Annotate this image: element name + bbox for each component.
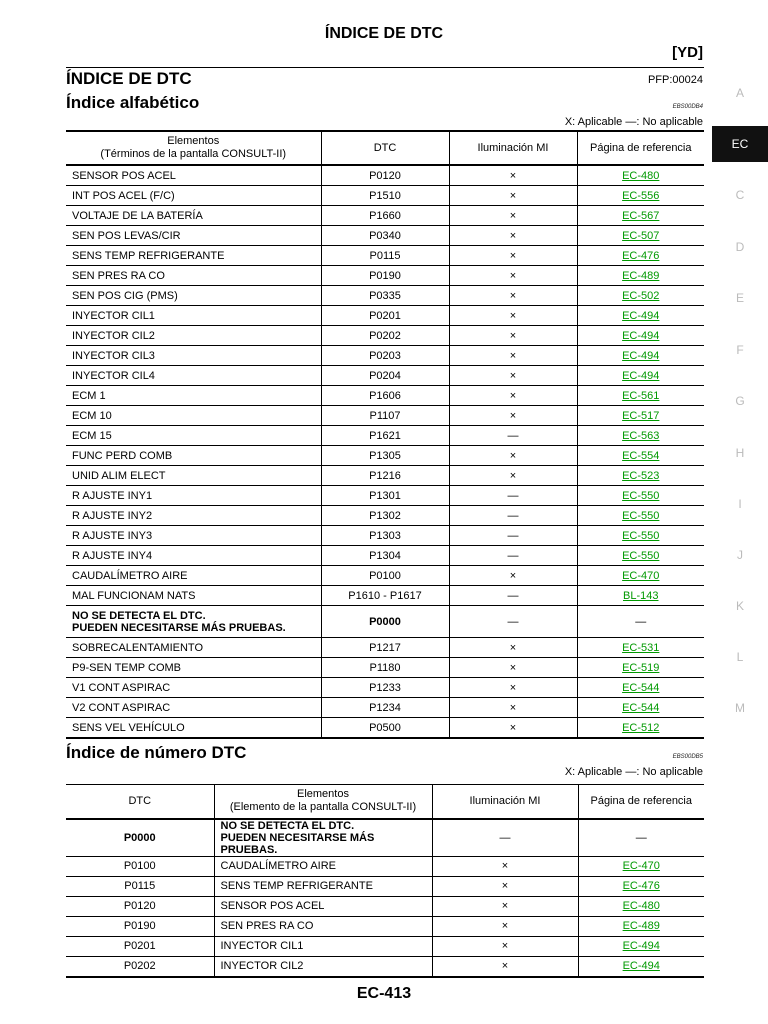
reference-link[interactable]: EC-494 (622, 940, 660, 952)
reference-cell (577, 226, 704, 246)
element-name: CAUDALÍMETRO AIRE (72, 569, 188, 582)
table-row (66, 698, 704, 718)
reference-link[interactable]: EC-517 (622, 409, 660, 422)
dtc-cell: P1302 (321, 506, 449, 526)
tab-k[interactable]: K (735, 599, 744, 613)
reference-cell (577, 306, 704, 326)
reference-link[interactable]: EC-550 (622, 529, 660, 542)
reference-cell (577, 606, 704, 638)
column-header-element (214, 785, 432, 819)
element-cell (214, 819, 432, 857)
element-cell (66, 606, 321, 638)
element-name: NO SE DETECTA EL DTC. (72, 609, 206, 622)
table-row (66, 586, 704, 606)
reference-link[interactable]: EC-489 (622, 920, 660, 932)
reference-cell (577, 446, 704, 466)
element-name: UNID ALIM ELECT (72, 469, 166, 482)
element-cell (66, 658, 321, 678)
dtc-cell: P0201 (66, 936, 214, 956)
element-name: R AJUSTE INY4 (72, 549, 153, 562)
element-name: V1 CONT ASPIRAC (72, 681, 171, 694)
reference-link[interactable]: EC-567 (622, 209, 660, 222)
table-row (66, 266, 704, 286)
element-name: VOLTAJE DE LA BATERÍA (72, 209, 203, 222)
reference-link[interactable]: EC-563 (622, 429, 660, 442)
dtc-cell: P1303 (321, 526, 449, 546)
column-header-mi: Iluminación MI (449, 131, 577, 165)
table-row (66, 186, 704, 206)
table-row (66, 916, 704, 936)
reference-link[interactable]: EC-502 (622, 289, 660, 302)
table-row (66, 406, 704, 426)
mi-cell: × (449, 226, 577, 246)
element-name: MAL FUNCIONAM NATS (72, 589, 196, 602)
reference-link[interactable]: EC-512 (622, 721, 660, 734)
reference-cell (578, 936, 704, 956)
reference-link[interactable]: EC-523 (622, 469, 660, 482)
mi-cell: × (432, 936, 578, 956)
element-name: ECM 1 (72, 389, 106, 402)
element-cell (66, 386, 321, 406)
dtc-cell: P1301 (321, 486, 449, 506)
dtc-cell: P0000 (123, 831, 156, 844)
dtc-cell: P1234 (321, 698, 449, 718)
dtc-cell: P0000 (321, 606, 449, 638)
dtc-cell: P1305 (321, 446, 449, 466)
element-cell (66, 426, 321, 446)
reference-cell (577, 266, 704, 286)
mi-cell: × (449, 306, 577, 326)
column-header-element-sub: (Términos de la pantalla CONSULT-II) (100, 148, 287, 160)
element-name: V2 CONT ASPIRAC (72, 701, 171, 714)
table-row (66, 506, 704, 526)
table-row (66, 486, 704, 506)
mi-cell: × (449, 266, 577, 286)
mi-cell: × (449, 386, 577, 406)
dtc-cell: P1621 (321, 426, 449, 446)
element-cell (66, 678, 321, 698)
dtc-cell: P1216 (321, 466, 449, 486)
tab-l[interactable]: L (736, 650, 744, 664)
mi-cell: × (432, 896, 578, 916)
column-header-ref: Página de referencia (578, 785, 704, 819)
element-cell (214, 916, 432, 936)
reference-cell (577, 466, 704, 486)
element-name: INT POS ACEL (F/C) (72, 189, 175, 202)
mi-cell: — (449, 606, 577, 638)
tab-d[interactable]: D (735, 240, 745, 254)
mi-cell: × (449, 206, 577, 226)
reference-link[interactable]: BL-143 (623, 589, 659, 602)
reference-text: — (635, 615, 647, 628)
reference-link[interactable]: EC-550 (622, 549, 660, 562)
section-title: ÍNDICE DE DTC (66, 69, 192, 88)
dtc-cell: P0203 (321, 346, 449, 366)
element-cell (66, 638, 321, 658)
mi-cell: × (449, 406, 577, 426)
element-name: INYECTOR CIL2 (220, 960, 304, 972)
table-row (66, 876, 704, 896)
column-header-element-label: Elementos (167, 135, 220, 147)
table-row (66, 466, 704, 486)
element-cell (66, 326, 321, 346)
pfp-code: PFP:00024 (647, 74, 703, 86)
reference-cell (578, 819, 704, 857)
column-header-dtc: DTC (128, 794, 152, 807)
reference-cell (577, 718, 704, 739)
element-name: SOBRECALENTAMIENTO (72, 641, 204, 654)
reference-link[interactable]: EC-480 (622, 169, 660, 182)
element-name: R AJUSTE INY1 (72, 489, 153, 502)
tab-c[interactable]: C (735, 188, 745, 202)
number-dtc-table (66, 784, 704, 978)
reference-cell (577, 426, 704, 446)
tab-h[interactable]: H (735, 446, 745, 460)
dtc-cell: P0202 (66, 956, 214, 977)
column-header-dtc: DTC (321, 131, 449, 165)
table-row (66, 638, 704, 658)
element-cell (66, 366, 321, 386)
table-row (66, 606, 704, 638)
reference-link[interactable]: EC-489 (622, 269, 660, 282)
table-row (66, 446, 704, 466)
mi-cell: × (449, 658, 577, 678)
reference-cell (578, 916, 704, 936)
element-cell (66, 486, 321, 506)
reference-text: — (635, 831, 647, 844)
table-row (66, 819, 704, 857)
reference-cell (578, 896, 704, 916)
table-row (66, 326, 704, 346)
element-name: R AJUSTE INY3 (72, 529, 153, 542)
tab-ec[interactable]: EC (712, 126, 768, 162)
element-name: SEN PRES RA CO (220, 920, 314, 932)
table-row (66, 566, 704, 586)
reference-link[interactable]: EC-494 (622, 960, 660, 972)
mi-cell: × (449, 286, 577, 306)
legend-2: X: Aplicable —: No aplicable (564, 766, 703, 778)
reference-link[interactable]: EC-480 (622, 900, 660, 912)
mi-cell: × (449, 346, 577, 366)
element-cell (66, 466, 321, 486)
table-row (66, 658, 704, 678)
element-cell (66, 718, 321, 739)
table-row (66, 546, 704, 566)
dtc-cell: P1233 (321, 678, 449, 698)
reference-link[interactable]: EC-550 (622, 509, 660, 522)
element-name: SENSOR POS ACEL (220, 900, 325, 912)
table-row (66, 286, 704, 306)
mi-cell: × (432, 876, 578, 896)
column-header-element-sub: (Elemento de la pantalla CONSULT-II) (229, 801, 417, 814)
mi-cell: × (449, 718, 577, 739)
dtc-cell: P0500 (321, 718, 449, 739)
reference-cell (577, 286, 704, 306)
element-name: SENS TEMP REFRIGERANTE (72, 249, 225, 262)
table-row (66, 206, 704, 226)
table-row (66, 426, 704, 446)
mi-cell: × (449, 186, 577, 206)
dtc-cell: P1606 (321, 386, 449, 406)
element-name: INYECTOR CIL1 (72, 309, 155, 322)
element-cell (66, 186, 321, 206)
mi-cell: — (432, 819, 578, 857)
reference-cell (577, 546, 704, 566)
element-cell (214, 956, 432, 977)
reference-cell (577, 165, 704, 186)
tab-j[interactable]: J (737, 548, 743, 562)
table-row (66, 718, 704, 739)
alphabetical-index-title: Índice alfabético (66, 93, 200, 112)
reference-cell (577, 326, 704, 346)
reference-cell (577, 698, 704, 718)
element-cell (66, 346, 321, 366)
reference-link[interactable]: EC-494 (622, 369, 660, 382)
reference-cell (577, 346, 704, 366)
legend: X: Aplicable —: No aplicable (564, 116, 703, 128)
reference-link[interactable]: EC-470 (622, 860, 660, 872)
mi-cell: — (449, 506, 577, 526)
element-cell (214, 876, 432, 896)
tab-a[interactable]: A (735, 86, 744, 100)
element-cell (66, 206, 321, 226)
element-cell (66, 165, 321, 186)
element-cell (66, 546, 321, 566)
dtc-cell: P1304 (321, 546, 449, 566)
element-name: SEN POS CIG (PMS) (72, 289, 178, 302)
section-code-2: EBS00DB5 (672, 754, 703, 760)
table-row (66, 226, 704, 246)
element-cell (66, 226, 321, 246)
element-cell (66, 698, 321, 718)
reference-cell (577, 206, 704, 226)
mi-cell: — (449, 526, 577, 546)
mi-cell: — (449, 426, 577, 446)
element-name: SENS VEL VEHÍCULO (72, 721, 185, 734)
element-name-line2: PUEDEN NECESITARSE MÁS PRUEBAS. (72, 621, 286, 634)
reference-cell (577, 386, 704, 406)
column-header-ref: Página de referencia (577, 131, 704, 165)
mi-cell: × (432, 856, 578, 876)
mi-cell: × (449, 466, 577, 486)
table-row (66, 346, 704, 366)
column-header-element-label: Elementos (297, 788, 349, 801)
tab-f[interactable]: F (736, 343, 744, 357)
element-cell (66, 266, 321, 286)
table-row (66, 856, 704, 876)
dtc-cell: P0100 (66, 856, 214, 876)
table-row (66, 246, 704, 266)
element-name: SEN POS LEVAS/CIR (72, 229, 181, 242)
reference-cell (578, 856, 704, 876)
element-name: FUNC PERD COMB (72, 449, 173, 462)
element-cell (66, 506, 321, 526)
table-row (66, 936, 704, 956)
reference-cell (577, 246, 704, 266)
model-tag: [YD] (672, 44, 703, 61)
dtc-cell: P0204 (321, 366, 449, 386)
mi-cell: — (449, 586, 577, 606)
mi-cell: × (449, 698, 577, 718)
element-name: INYECTOR CIL4 (72, 369, 155, 382)
reference-link[interactable]: EC-476 (622, 880, 660, 892)
dtc-cell: P0120 (321, 165, 449, 186)
element-cell (66, 566, 321, 586)
mi-cell: — (449, 546, 577, 566)
dtc-cell: P0190 (321, 266, 449, 286)
table-row (66, 526, 704, 546)
reference-cell (577, 486, 704, 506)
dtc-cell: P0202 (321, 326, 449, 346)
element-name: P9-SEN TEMP COMB (72, 661, 182, 674)
mi-cell: × (449, 638, 577, 658)
section-code: EBS00DB4 (672, 104, 703, 110)
element-name: SENS TEMP REFRIGERANTE (220, 880, 373, 892)
table-row (66, 386, 704, 406)
reference-link[interactable]: EC-531 (622, 641, 660, 654)
reference-link[interactable]: EC-476 (622, 249, 660, 262)
column-header-mi: Iluminación MI (432, 785, 578, 819)
mi-cell: × (432, 916, 578, 936)
reference-link[interactable]: EC-544 (622, 681, 660, 694)
reference-link[interactable]: EC-544 (622, 701, 660, 714)
table-row (66, 165, 704, 186)
element-cell (66, 586, 321, 606)
mi-cell: × (449, 326, 577, 346)
element-cell (214, 896, 432, 916)
element-name: NO SE DETECTA EL DTC. (220, 819, 355, 832)
element-cell (66, 446, 321, 466)
mi-cell: × (449, 678, 577, 698)
element-name: INYECTOR CIL2 (72, 329, 155, 342)
reference-cell (578, 876, 704, 896)
mi-cell: × (449, 366, 577, 386)
table-row (66, 956, 704, 977)
element-cell (66, 306, 321, 326)
dtc-cell: P0120 (66, 896, 214, 916)
dtc-cell: P0115 (321, 246, 449, 266)
reference-cell (578, 956, 704, 977)
reference-link[interactable]: EC-494 (622, 309, 660, 322)
dtc-cell: P1217 (321, 638, 449, 658)
column-header-element (66, 131, 321, 165)
reference-cell (577, 678, 704, 698)
dtc-cell: P1180 (321, 658, 449, 678)
element-cell (66, 526, 321, 546)
reference-link[interactable]: EC-550 (622, 489, 660, 502)
reference-cell (577, 566, 704, 586)
table-row (66, 896, 704, 916)
element-cell (66, 286, 321, 306)
reference-cell (577, 186, 704, 206)
mi-cell: × (432, 956, 578, 977)
dtc-cell: P0201 (321, 306, 449, 326)
page-number: EC-413 (356, 985, 412, 1002)
tab-m[interactable]: M (735, 701, 745, 715)
mi-cell: × (449, 446, 577, 466)
dtc-cell: P0190 (66, 916, 214, 936)
mi-cell: × (449, 165, 577, 186)
reference-link[interactable]: EC-494 (622, 329, 660, 342)
dtc-cell: P0335 (321, 286, 449, 306)
element-cell (214, 936, 432, 956)
page-title: ÍNDICE DE DTC (324, 25, 444, 42)
dtc-cell: P0115 (66, 876, 214, 896)
reference-link[interactable]: EC-494 (622, 349, 660, 362)
reference-link[interactable]: EC-561 (622, 389, 660, 402)
dtc-cell: P0340 (321, 226, 449, 246)
element-name: CAUDALÍMETRO AIRE (220, 860, 337, 872)
tab-g[interactable]: G (735, 394, 745, 408)
element-cell (214, 856, 432, 876)
mi-cell: × (449, 566, 577, 586)
reference-link[interactable]: EC-554 (622, 449, 660, 462)
alphabetical-dtc-table (66, 130, 704, 739)
table-row (66, 678, 704, 698)
mi-cell: × (449, 246, 577, 266)
element-name: INYECTOR CIL3 (72, 349, 155, 362)
reference-cell (577, 506, 704, 526)
element-name-line2: PUEDEN NECESITARSE MÁS PRUEBAS. (220, 831, 375, 856)
header-rule (66, 67, 704, 68)
reference-cell (577, 638, 704, 658)
reference-link[interactable]: EC-507 (622, 229, 660, 242)
table-row (66, 366, 704, 386)
table-row (66, 306, 704, 326)
element-name: SEN PRES RA CO (72, 269, 165, 282)
tab-e[interactable]: E (735, 291, 744, 305)
reference-cell (577, 658, 704, 678)
element-name: ECM 15 (72, 429, 112, 442)
dtc-cell: P1107 (321, 406, 449, 426)
element-name: SENSOR POS ACEL (72, 169, 176, 182)
reference-cell (577, 406, 704, 426)
element-cell (66, 246, 321, 266)
mi-cell: — (449, 486, 577, 506)
reference-link[interactable]: EC-519 (622, 661, 660, 674)
reference-cell (577, 586, 704, 606)
dtc-cell: P1610 - P1617 (321, 586, 449, 606)
number-index-title: Índice de número DTC (66, 743, 247, 762)
dtc-cell: P1510 (321, 186, 449, 206)
tab-i[interactable]: I (738, 497, 742, 511)
element-name: ECM 10 (72, 409, 112, 422)
reference-link[interactable]: EC-470 (622, 569, 660, 582)
element-name: R AJUSTE INY2 (72, 509, 153, 522)
reference-cell (577, 526, 704, 546)
dtc-cell: P1660 (321, 206, 449, 226)
dtc-cell: P0100 (321, 566, 449, 586)
reference-link[interactable]: EC-556 (622, 189, 660, 202)
element-name: INYECTOR CIL1 (220, 940, 304, 952)
reference-cell (577, 366, 704, 386)
element-cell (66, 406, 321, 426)
